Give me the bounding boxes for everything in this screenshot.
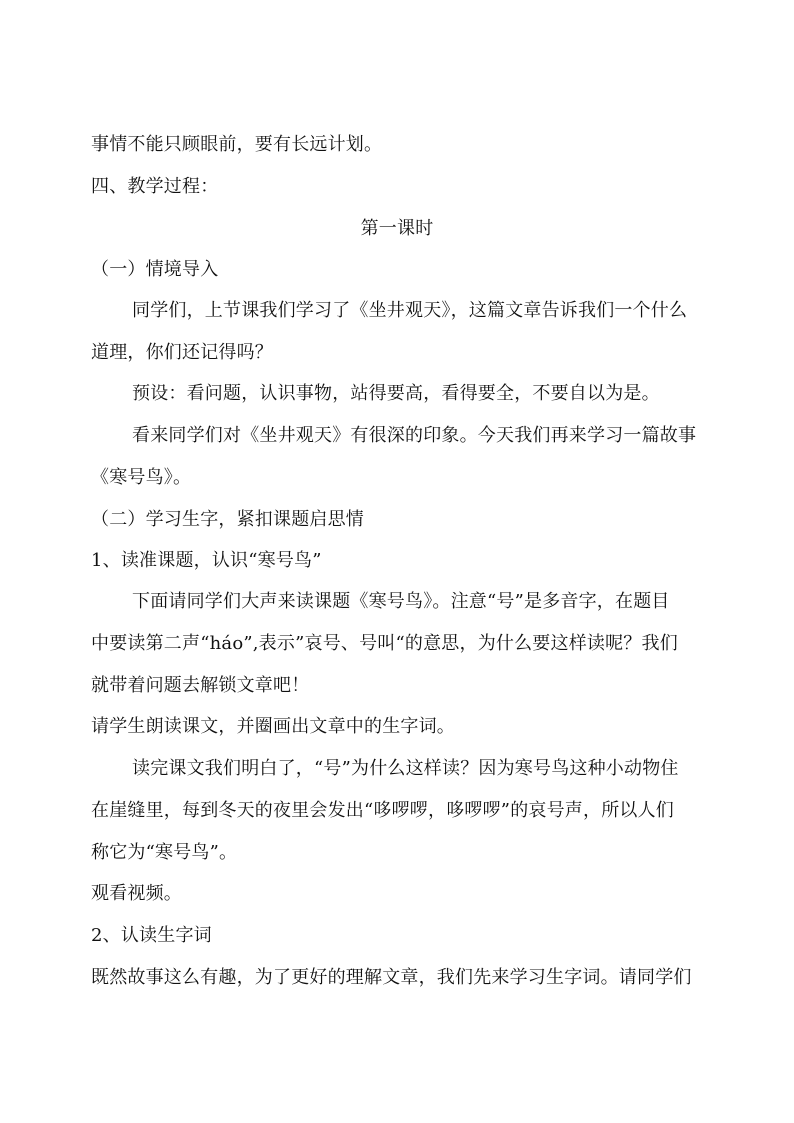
text-line: 观看视频。: [91, 883, 182, 904]
text-line: 请学生朗读课文，并圈画出文章中的生字词。: [91, 716, 455, 737]
lesson-title: 第一课时: [360, 218, 434, 239]
text-line: 道理，你们还记得吗？: [91, 342, 273, 363]
text-line: 事情不能只顾眼前，要有长远计划。: [91, 134, 383, 155]
text-line: 就带着问题去解锁文章吧！: [91, 675, 310, 696]
text-line: 同学们，上节课我们学习了《坐井观天》，这篇文章告诉我们一个什么: [132, 300, 688, 321]
section-heading: 四、教学过程：: [91, 176, 219, 197]
text-line: 《寒号鸟》。: [91, 467, 192, 488]
text-line: 在崖缝里，每到冬天的夜里会发出“哆啰啰，哆啰啰”的哀号声，所以人们: [91, 800, 675, 821]
text-line: 看来同学们对《坐井观天》有很深的印象。今天我们再来学习一篇故事: [132, 425, 697, 446]
text-line: 中要读第二声“háo”,表示”哀号、号叫“的意思，为什么要这样读呢？我们: [91, 633, 678, 654]
numbered-heading: 1、读准课题，认识“寒号鸟”: [91, 550, 322, 571]
text-line: 读完课文我们明白了，“号”为什么这样读？因为寒号鸟这种小动物住: [132, 758, 679, 779]
text-line: 预设：看问题，认识事物，站得要高，看得要全，不要自以为是。: [132, 383, 660, 404]
subsection-heading: （二）学习生字，紧扣课题启思情: [91, 509, 364, 530]
subsection-heading: （一）情境导入: [91, 259, 219, 280]
numbered-heading: 2、认读生字词: [91, 925, 212, 946]
text-line: 称它为“寒号鸟”。: [91, 842, 238, 863]
text-line: 既然故事这么有趣，为了更好的理解文章，我们先来学习生字词。请同学们: [91, 967, 692, 988]
text-line: 下面请同学们大声来读课题《寒号鸟》。注意“号”是多音字，在题目: [132, 591, 670, 612]
